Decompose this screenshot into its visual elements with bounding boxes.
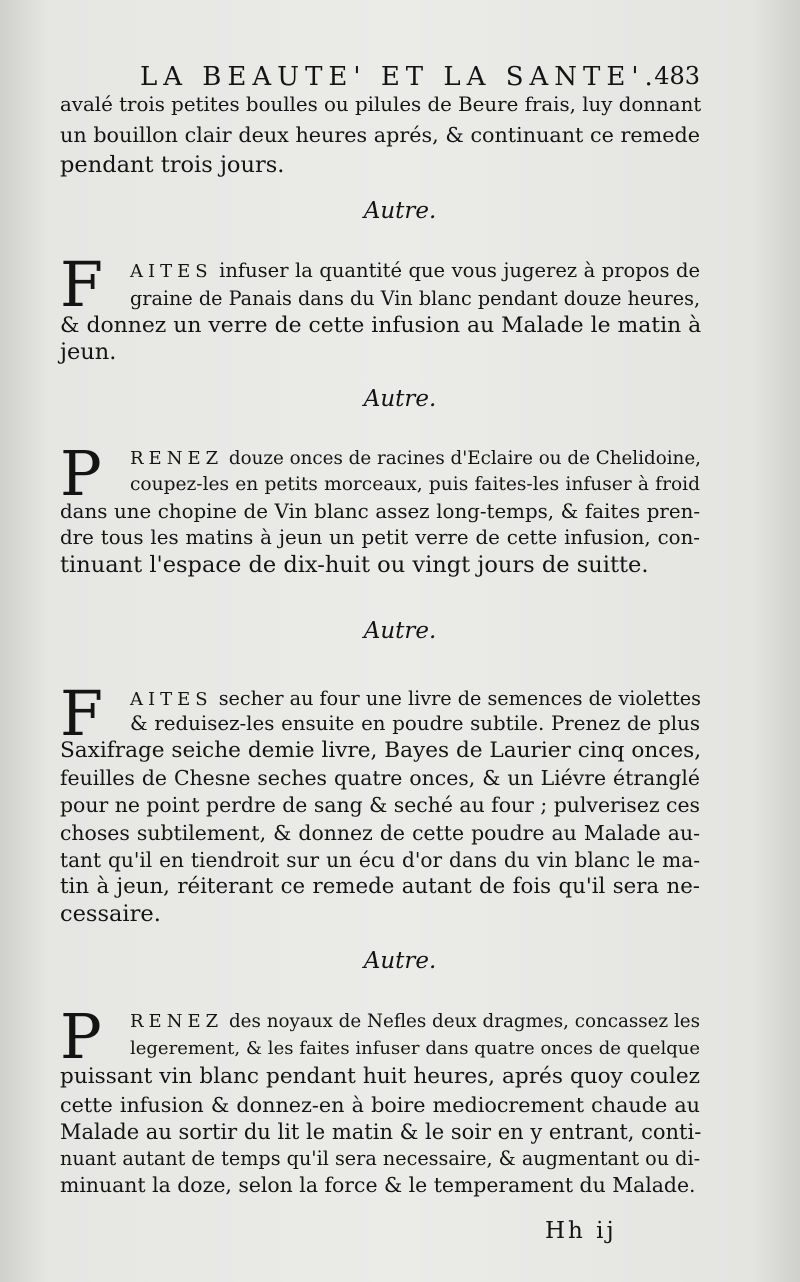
small-caps-opener: AITES <box>130 689 213 710</box>
section-heading: Autre. <box>363 198 437 224</box>
section-heading: Autre. <box>363 948 437 974</box>
drop-cap: P <box>60 437 102 510</box>
paragraph-opening-line <box>130 258 700 285</box>
paragraph-line: nuant autant de temps qu'il sera necessaire, & augmentant ou di- <box>60 1147 701 1170</box>
paragraph-line: cette infusion & donnez-en à boire mediocrement chaude au <box>60 1093 700 1117</box>
paragraph-line: & reduisez-les ensuite en poudre subtile. Prenez de plus <box>130 712 700 735</box>
running-title: LA BEAUTE' ET LA SANTE'. <box>140 62 659 92</box>
paragraph-line: pour ne point perdre de sang & seché au four ; pulverisez ces <box>60 793 700 817</box>
paragraph-line: tin à jeun, réiterant ce remede autant de fois qu'il sera ne- <box>60 874 700 899</box>
paragraph-line: coupez-les en petits morceaux, puis faites-les infuser à froid <box>130 474 700 495</box>
small-caps-opener: RENEZ <box>130 1011 224 1032</box>
paragraph-line: infuser la quantité que vous jugerez à propos de <box>219 259 700 282</box>
paragraph-line: legerement, & les faites infuser dans quatre onces de quelque <box>130 1038 700 1059</box>
drop-cap: F <box>60 677 104 750</box>
section-heading: Autre. <box>363 618 437 644</box>
paragraph-line: tant qu'il en tiendroit sur un écu d'or dans du vin blanc le ma- <box>60 848 700 872</box>
paragraph-line: jeun. <box>60 339 117 365</box>
paragraph-opening-line <box>130 686 700 713</box>
intro-line: pendant trois jours. <box>60 152 285 178</box>
page-number: 483 <box>654 62 700 90</box>
paragraph-line: & donnez un verre de cette infusion au Malade le matin à <box>60 313 702 338</box>
small-caps-opener: AITES <box>130 261 213 282</box>
paragraph-line: secher au four une livre de semences de violettes <box>218 687 701 710</box>
paragraph-line: Saxifrage seiche demie livre, Bayes de Laurier cinq onces, <box>60 738 702 763</box>
paragraph-line: cessaire. <box>60 901 161 927</box>
drop-cap: F <box>60 248 104 321</box>
paragraph-line: Malade au sortir du lit le matin & le soir en y entrant, conti- <box>60 1120 702 1144</box>
drop-cap: P <box>60 1000 102 1073</box>
intro-line: avalé trois petites boulles ou pilules de Beure frais, luy donnant <box>60 93 702 116</box>
paragraph-line: feuilles de Chesne seches quatre onces, & un Liévre étranglé <box>60 766 700 790</box>
intro-line: un bouillon clair deux heures aprés, & continuant ce remede <box>60 123 700 147</box>
section-heading: Autre. <box>363 386 437 412</box>
paragraph-opening-line <box>130 446 700 472</box>
paragraph-line: minuant la doze, selon la force & le temperament du Malade. <box>60 1173 696 1197</box>
paragraph-line: puissant vin blanc pendant huit heures, aprés quoy coulez <box>60 1064 700 1089</box>
paragraph-line: graine de Panais dans du Vin blanc pendant douze heures, <box>130 287 701 310</box>
small-caps-opener: RENEZ <box>130 448 224 469</box>
paragraph-line: dans une chopine de Vin blanc assez long-temps, & faites pren- <box>60 500 700 523</box>
paragraph-line: des noyaux de Nefles deux dragmes, concassez les <box>228 1011 700 1032</box>
paragraph-line: dre tous les matins à jeun un petit verre de cette infusion, con- <box>60 526 700 549</box>
page-header <box>140 62 700 92</box>
paragraph-line: douze onces de racines d'Eclaire ou de Chelidoine, <box>228 448 701 469</box>
paragraph-line: choses subtilement, & donnez de cette poudre au Malade au- <box>60 821 700 845</box>
paragraph-line: tinuant l'espace de dix-huit ou vingt jours de suitte. <box>60 552 649 578</box>
signature-mark: Hh ij <box>545 1218 617 1244</box>
paragraph-opening-line <box>130 1009 700 1035</box>
